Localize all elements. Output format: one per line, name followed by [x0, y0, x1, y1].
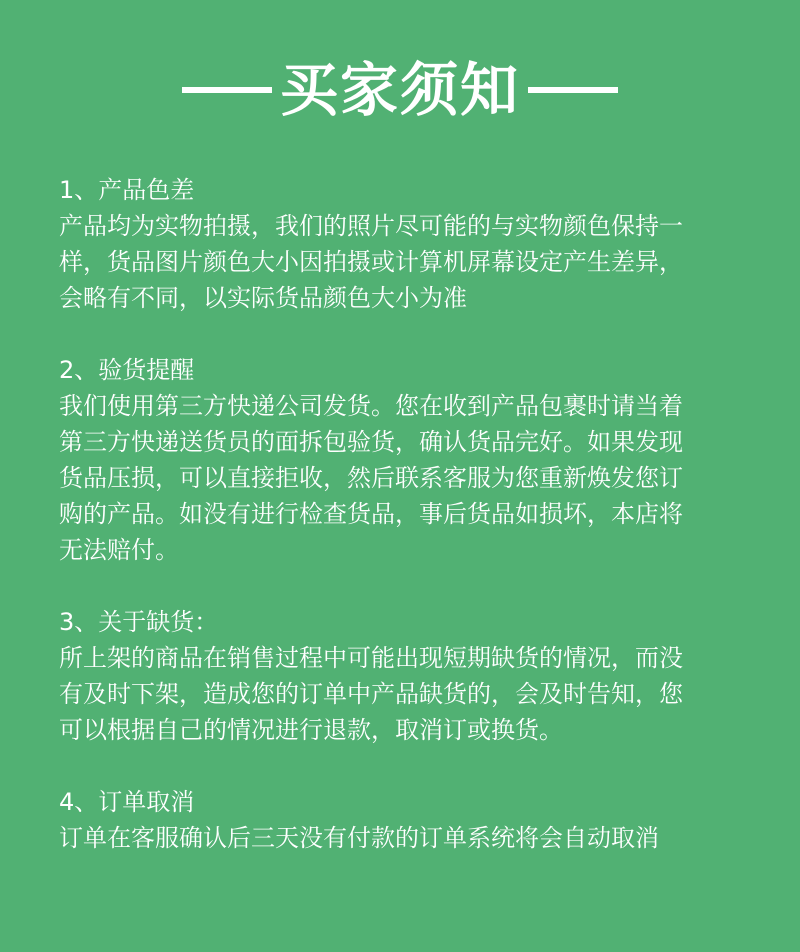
- section-text-line: 会略有不同，以实际货品颜色大小为准: [59, 284, 467, 312]
- notice-section-out-of-stock: [59, 604, 749, 748]
- notice-section-inspection-reminder: [59, 352, 749, 568]
- page-title: 买家须知: [279, 56, 520, 124]
- section-text-line: 所上架的商品在销售过程中可能出现短期缺货的情况，而没: [59, 644, 683, 672]
- section-heading: 1、产品色差: [59, 176, 195, 204]
- title-right-rule: [528, 87, 618, 93]
- section-text-line: 样，货品图片颜色大小因拍摄或计算机屏幕设定产生差异，: [59, 248, 683, 276]
- notice-section-order-cancellation: [59, 784, 749, 856]
- section-heading: 2、验货提醒: [59, 356, 195, 384]
- section-text-line: 产品均为实物拍摄，我们的照片尽可能的与实物颜色保持一: [59, 212, 683, 240]
- title-banner: [0, 52, 800, 128]
- section-text-line: 订单在客服确认后三天没有付款的订单系统将会自动取消: [59, 824, 659, 852]
- section-heading: 4、订单取消: [59, 788, 195, 816]
- section-text-line: 可以根据自己的情况进行退款，取消订或换货。: [59, 716, 563, 744]
- section-text-line: 无法赔付。: [59, 536, 179, 564]
- section-text-line: 我们使用第三方快递公司发货。您在收到产品包裹时请当着: [59, 392, 683, 420]
- section-text-line: 购的产品。如没有进行检查货品，事后货品如损坏，本店将: [59, 500, 683, 528]
- title-left-rule: [182, 87, 272, 93]
- notice-content: [59, 172, 749, 856]
- section-text-line: 第三方快递送货员的面拆包验货，确认货品完好。如果发现: [59, 428, 683, 456]
- section-text-line: 货品压损，可以直接拒收，然后联系客服为您重新焕发您订: [59, 464, 683, 492]
- notice-section-color-difference: [59, 172, 749, 316]
- section-text-line: 有及时下架，造成您的订单中产品缺货的，会及时告知，您: [59, 680, 683, 708]
- section-heading: 3、关于缺货：: [59, 608, 219, 636]
